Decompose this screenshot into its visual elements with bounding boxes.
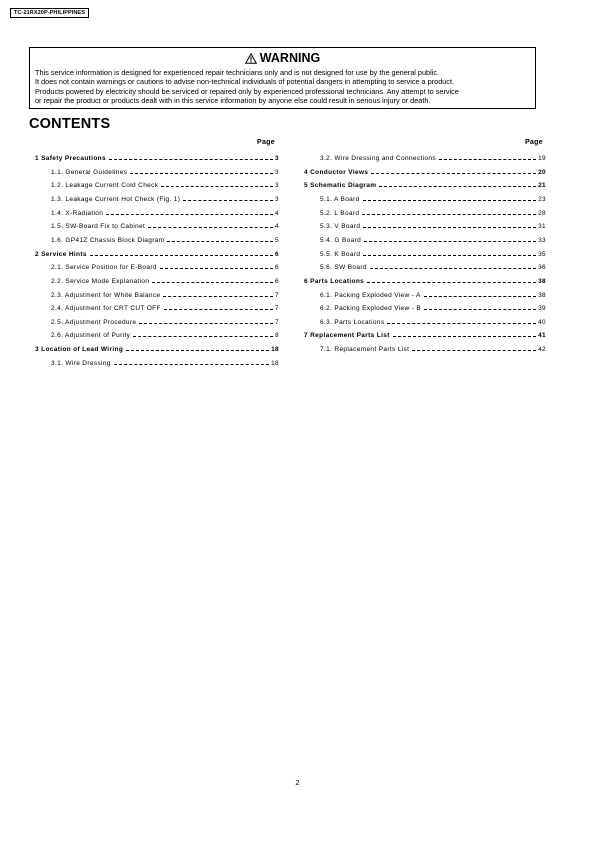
toc-entry-title: 1.2. Leakage Current Cold Check: [51, 182, 159, 190]
toc-entry-title: 6.1. Packing Exploded View - A: [320, 291, 421, 299]
toc-leader: [367, 282, 536, 283]
warning-line: Products powered by electricity should be serviced or repaired only by experienced professional technicians. Any attempt to service: [35, 86, 459, 96]
toc-entry-page: 6: [275, 264, 279, 272]
toc-entry[interactable]: [320, 221, 546, 230]
toc-entry[interactable]: [320, 235, 546, 244]
toc-leader: [183, 200, 273, 201]
warning-triangle-icon: [245, 53, 257, 64]
toc-entry[interactable]: [320, 194, 546, 203]
toc-entry-title: 7 Replacement Parts List: [304, 332, 390, 340]
toc-entry-page: 33: [538, 236, 546, 244]
toc-leader: [139, 323, 273, 324]
toc-entry-page: 7: [275, 291, 279, 299]
toc-entry-title: 1.1. General Guidelines: [51, 168, 128, 176]
toc-entry[interactable]: [304, 330, 546, 339]
toc-entry[interactable]: [51, 221, 279, 230]
toc-entry-page: 39: [538, 305, 546, 313]
toc-entry-page: 35: [538, 250, 546, 258]
warning-box: [29, 47, 536, 109]
warning-body: [35, 68, 531, 106]
toc-entry-title: 1.3. Leakage Current Hot Check (Fig. 1): [51, 195, 181, 203]
page-column-label-right: Page: [525, 139, 543, 146]
toc-entry-title: 3.2. Wire Dressing and Connections: [320, 155, 436, 162]
toc-entry-title: 3.1. Wire Dressing: [51, 359, 111, 367]
toc-entry-page: 3: [275, 195, 279, 203]
toc-entry[interactable]: [51, 317, 279, 326]
toc-entry-page: 6: [275, 250, 279, 258]
toc-entry-title: 5.1. A Board: [320, 195, 360, 203]
toc-entry-page: 3: [275, 168, 279, 176]
toc-entry[interactable]: [304, 276, 546, 285]
contents-heading: CONTENTS: [29, 116, 111, 132]
toc-leader: [106, 214, 273, 215]
page-column-label-left: Page: [257, 139, 275, 146]
toc-entry[interactable]: [51, 180, 279, 189]
toc-entry-page: 6: [275, 277, 279, 285]
toc-leader: [163, 296, 273, 297]
toc-entry-title: 2.4. Adjustment for CRT CUT OFF: [51, 305, 161, 313]
toc-leader: [152, 282, 273, 283]
toc-leader: [161, 186, 273, 187]
toc-entry-title: 5.2. L Board: [320, 209, 360, 217]
toc-entry[interactable]: [35, 344, 279, 353]
toc-leader: [412, 350, 536, 351]
toc-entry[interactable]: [304, 180, 546, 189]
toc-entry-page: 18: [271, 359, 279, 367]
toc-leader: [370, 268, 536, 269]
toc-entry-title: 3 Location of Lead Wiring: [35, 346, 124, 354]
toc-leader: [371, 173, 536, 174]
toc-entry[interactable]: [320, 249, 546, 258]
model-tag: TC-21RX20P-PHILIPPINES: [10, 8, 89, 18]
toc-leader: [424, 296, 536, 297]
toc-entry[interactable]: [51, 167, 279, 176]
toc-entry[interactable]: [51, 290, 279, 299]
toc-entry-page: 21: [538, 182, 546, 190]
toc-entry-page: 5: [275, 236, 279, 244]
toc-leader: [164, 309, 273, 310]
toc-entry-title: 1.6. GP41Z Chassis Block Diagram: [51, 236, 165, 244]
toc-entry[interactable]: [320, 344, 546, 353]
toc-entry-page: 38: [538, 277, 546, 285]
toc-entry-page: 19: [538, 155, 546, 162]
toc-entry[interactable]: [51, 194, 279, 203]
toc-entry-page: 3: [275, 155, 279, 162]
toc-entry-title: 5.6. SW Board: [320, 264, 367, 272]
toc-entry-title: 4 Conductor Views: [304, 168, 369, 176]
toc-entry[interactable]: [35, 249, 279, 258]
toc-entry[interactable]: [320, 303, 546, 312]
toc-entry-title: 2.3. Adjustment for White Balance: [51, 291, 161, 299]
toc-entry[interactable]: [320, 262, 546, 271]
toc-entry-page: 20: [538, 168, 546, 176]
toc-entry[interactable]: [320, 290, 546, 299]
toc-entry-page: 3: [275, 182, 279, 190]
warning-line: or repair the product or products dealt with in this service information by anyone else could result in serious injury or death.: [35, 96, 431, 106]
toc-entry-title: 7.1. Replacement Parts List: [320, 346, 410, 354]
warning-line: This service information is designed for experienced repair technicians only and is not designed for use by the general public.: [35, 68, 439, 77]
toc-leader: [114, 364, 269, 365]
toc-entry[interactable]: [51, 208, 279, 217]
page-number: 2: [295, 778, 300, 787]
toc-entry-title: 2 Service Hints: [35, 250, 87, 258]
toc-leader: [439, 159, 536, 160]
toc-entry-page: 23: [538, 195, 546, 203]
toc-entry[interactable]: [51, 235, 279, 244]
toc-entry[interactable]: [320, 317, 546, 326]
toc-leader: [130, 173, 273, 174]
toc-leader: [363, 255, 536, 256]
toc-entry-title: 6 Parts Locations: [304, 277, 365, 285]
toc-entry-title: 5.5. K Board: [320, 250, 361, 258]
toc-entry-page: 31: [538, 223, 546, 231]
toc-entry-page: 4: [275, 209, 279, 217]
toc-entry-title: 6.3. Parts Locations: [320, 318, 385, 326]
toc-entry[interactable]: [51, 330, 279, 339]
toc-leader: [379, 186, 536, 187]
warning-title-text: WARNING: [259, 51, 321, 65]
toc-leader: [364, 241, 536, 242]
toc-entry-page: 41: [538, 332, 546, 340]
toc-entry[interactable]: [51, 358, 279, 367]
toc-entry-title: 5.4. G Board: [320, 236, 362, 244]
toc-entry-title: 2.6. Adjustment of Purity: [51, 332, 131, 340]
toc-entry-page: 7: [275, 305, 279, 313]
toc-leader: [148, 227, 273, 228]
toc-entry-page: 7: [275, 318, 279, 326]
toc-leader: [90, 255, 273, 256]
toc-entry-title: 2.2. Service Mode Explanation: [51, 277, 150, 285]
toc-leader: [167, 241, 273, 242]
toc-entry-title: 5.3. V Board: [320, 223, 361, 231]
toc-entry[interactable]: [35, 153, 279, 162]
toc-leader: [109, 159, 273, 160]
toc-entry-title: 2.1. Service Position for E-Board: [51, 264, 157, 272]
toc-entry[interactable]: [51, 262, 279, 271]
toc-leader: [363, 227, 536, 228]
warning-line: It does not contain warnings or cautions to advise non-technical individuals of potential dangers in attempting to service a product.: [35, 77, 455, 87]
warning-title: [30, 51, 535, 65]
toc-entry-page: 38: [538, 291, 546, 299]
toc-entry-page: 8: [275, 332, 279, 340]
toc-entry[interactable]: [51, 303, 279, 312]
toc-entry-page: 4: [275, 223, 279, 231]
toc-leader: [126, 350, 269, 351]
toc-entry-page: 42: [538, 346, 546, 354]
toc-entry-title: 1.4. X-Radiation: [51, 209, 104, 217]
toc-entry[interactable]: [51, 276, 279, 285]
toc-entry-page: 18: [271, 346, 279, 354]
toc-leader: [133, 336, 273, 337]
toc-leader: [363, 200, 536, 201]
toc-leader: [362, 214, 536, 215]
toc-leader: [424, 309, 536, 310]
toc-leader: [160, 268, 273, 269]
toc-leader: [393, 336, 536, 337]
toc-entry-title: 1.5. SW-Board Fix to Cabinet: [51, 223, 146, 231]
toc-entry-title: 1 Safety Precautions: [35, 155, 106, 162]
toc-entry-title: 6.2. Packing Exploded View - B: [320, 305, 422, 313]
toc-leader: [387, 323, 536, 324]
toc-entry[interactable]: [320, 153, 546, 162]
toc-entry[interactable]: [320, 208, 546, 217]
toc-entry-page: 36: [538, 264, 546, 272]
toc-entry-page: 28: [538, 209, 546, 217]
toc-entry-page: 40: [538, 318, 546, 326]
toc-entry-title: 5 Schematic Diagram: [304, 182, 377, 190]
toc-entry[interactable]: [304, 167, 546, 176]
toc-entry-title: 2.5. Adjustment Procedure: [51, 318, 137, 326]
